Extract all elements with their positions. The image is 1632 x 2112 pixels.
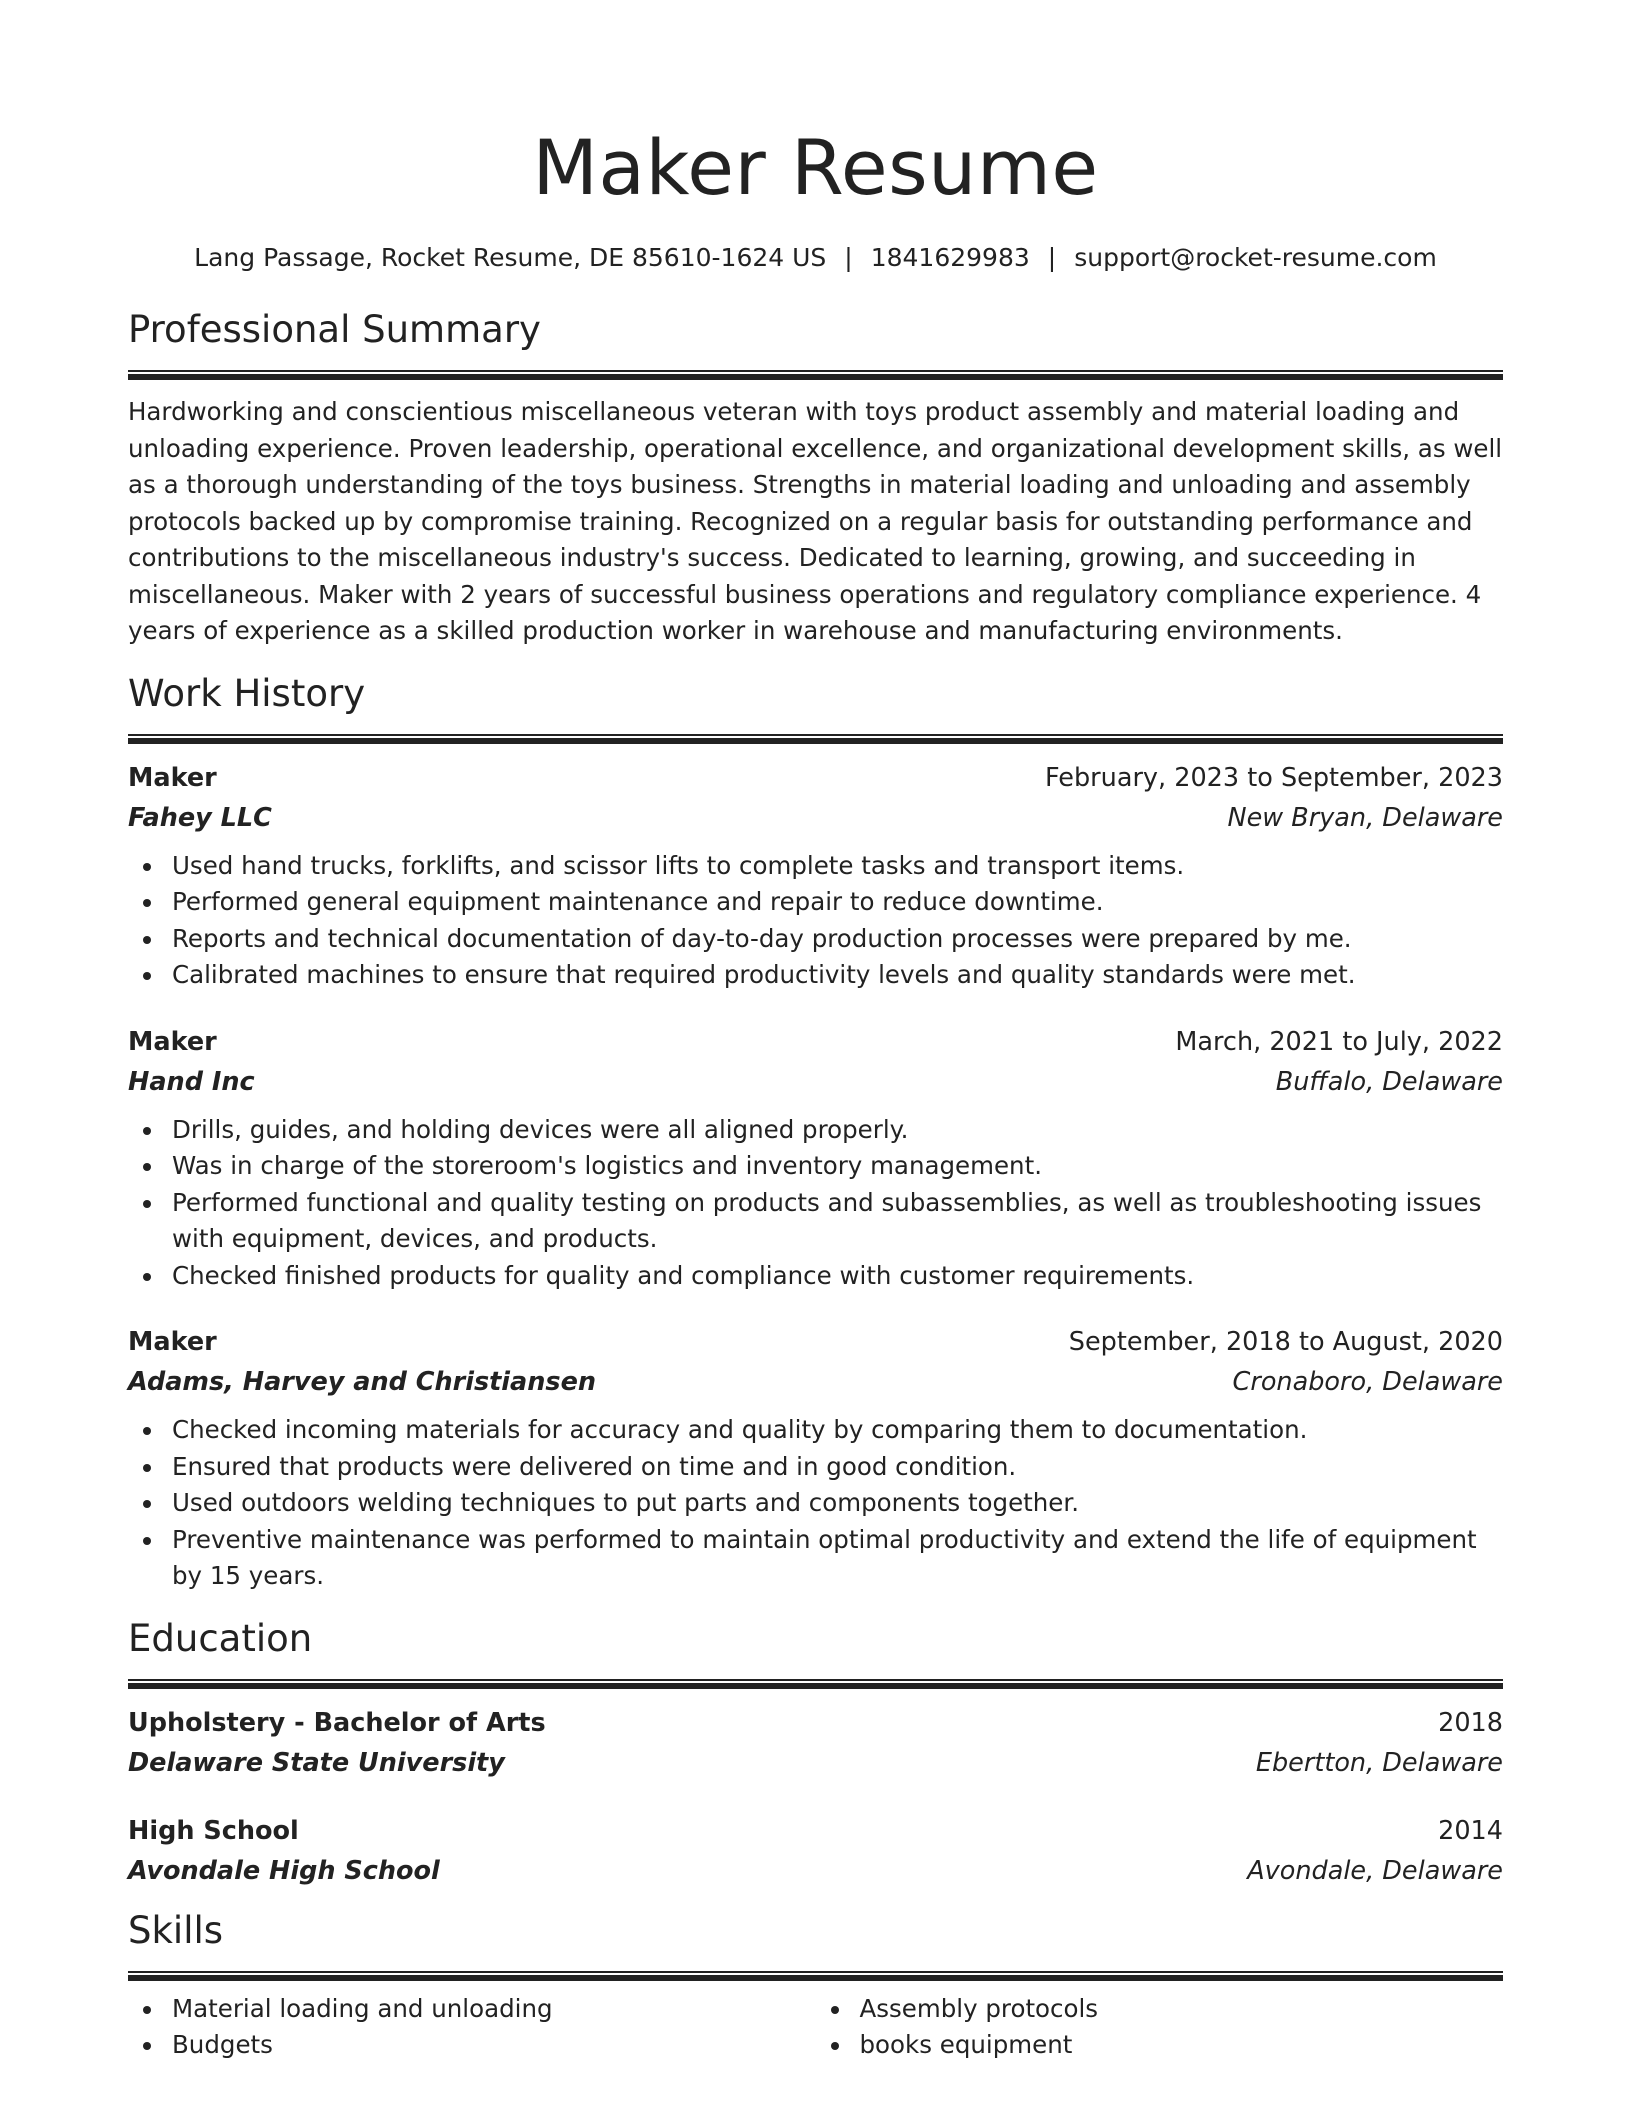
job-bullet: Performed functional and quality testing on products and subassemblies, as well as troubleshooting issues with equipment, devices, and products. [128, 1185, 1503, 1258]
section-heading-work-history: Work History [128, 671, 366, 715]
job-entry [128, 1322, 1503, 1595]
education-location: Avondale, Delaware [1247, 1855, 1503, 1886]
job-location: Buffalo, Delaware [1275, 1066, 1503, 1097]
job-dates: February, 2023 to September, 2023 [1045, 762, 1503, 793]
job-entry [128, 758, 1503, 994]
section-heading-summary: Professional Summary [128, 308, 541, 351]
job-bullet: Ensured that products were delivered on time and in good condition. [128, 1449, 1503, 1486]
job-dates: September, 2018 to August, 2020 [1068, 1327, 1503, 1357]
contact-address: Lang Passage, Rocket Resume, DE 85610-1624 US [194, 243, 827, 272]
work-history-section [128, 670, 1503, 1595]
skill-item: Material loading and unloading [128, 1991, 816, 2027]
job-bullet: Preventive maintenance was performed to maintain optimal productivity and extend the life of equipment by 15 years. [128, 1522, 1503, 1595]
skill-item: Assembly protocols [816, 1991, 1504, 2027]
section-divider [128, 1971, 1503, 1981]
job-title-row [128, 1022, 1503, 1062]
education-entry [128, 1703, 1503, 1783]
job-bullet: Used outdoors welding techniques to put parts and components together. [128, 1485, 1503, 1522]
contact-line [128, 240, 1503, 276]
education-section [128, 1615, 1503, 1891]
section-divider [128, 370, 1503, 380]
job-company: Hand Inc [128, 1066, 255, 1097]
education-school-row [128, 1743, 1503, 1783]
job-bullet: Performed general equipment maintenance and repair to reduce downtime. [128, 884, 1503, 921]
job-company: Adams, Harvey and Christiansen [128, 1367, 597, 1397]
job-location: Cronaboro, Delaware [1232, 1367, 1503, 1397]
education-school: Avondale High School [128, 1855, 440, 1886]
skills-section [128, 1907, 1503, 2063]
job-bullet: Drills, guides, and holding devices were all aligned properly. [128, 1112, 1503, 1149]
section-divider [128, 734, 1503, 744]
job-company-row [128, 798, 1503, 838]
section-divider [128, 1679, 1503, 1689]
job-title-row [128, 1322, 1503, 1362]
education-degree-row [128, 1811, 1503, 1851]
education-year: 2018 [1438, 1707, 1503, 1738]
contact-phone: 1841629983 [870, 243, 1030, 272]
job-bullet: Checked incoming materials for accuracy and quality by comparing them to documentation. [128, 1412, 1503, 1449]
job-company: Fahey LLC [128, 802, 272, 833]
education-school-row [128, 1851, 1503, 1891]
education-degree: Upholstery - Bachelor of Arts [128, 1707, 546, 1738]
job-company-row [128, 1062, 1503, 1102]
job-bullets [128, 848, 1503, 994]
education-year: 2014 [1438, 1815, 1503, 1846]
job-title: Maker [128, 1026, 217, 1057]
education-school: Delaware State University [128, 1747, 505, 1778]
job-title: Maker [128, 762, 217, 793]
education-location: Ebertton, Delaware [1255, 1747, 1503, 1778]
skills-columns [128, 1991, 1503, 2063]
summary-text: Hardworking and conscientious miscellaneous veteran with toys product assembly and material loading and unloading experience. Proven leadership, operational excellence, and organizational development skills, as well as a thorough understanding of the toys business. Strengths in material loading and unloading and assembly protocols backed up by compromise training. Recognized on a regular basis for outstanding performance and contributions to the miscellaneous industry's success. Dedicated to learning, growing, and succeeding in miscellaneous. Maker with 2 years of successful business operations and regulatory compliance experience. 4 years of experience as a skilled production worker in warehouse and manufacturing environments. [128, 397, 1503, 645]
job-company-row [128, 1362, 1503, 1402]
job-bullet: Was in charge of the storeroom's logistics and inventory management. [128, 1148, 1503, 1185]
job-location: New Bryan, Delaware [1227, 802, 1503, 833]
skill-item: books equipment [816, 2027, 1504, 2063]
education-degree-row [128, 1703, 1503, 1743]
job-bullet: Reports and technical documentation of day-to-day production processes were prepared by me. [128, 921, 1503, 958]
job-bullets [128, 1112, 1503, 1295]
contact-email: support@rocket-resume.com [1074, 243, 1437, 272]
job-bullets [128, 1412, 1503, 1595]
job-bullet: Used hand trucks, forklifts, and scissor lifts to complete tasks and transport items. [128, 848, 1503, 885]
skills-left-column [128, 1991, 816, 2063]
skills-right-column [816, 1991, 1504, 2063]
section-heading-education: Education [128, 1616, 313, 1660]
summary-section [128, 306, 1503, 650]
job-bullet: Checked finished products for quality and compliance with customer requirements. [128, 1258, 1503, 1295]
job-entry [128, 1022, 1503, 1295]
section-heading-skills: Skills [128, 1908, 224, 1952]
job-title: Maker [128, 1327, 217, 1357]
skill-item: Budgets [128, 2027, 816, 2063]
job-dates: March, 2021 to July, 2022 [1175, 1026, 1503, 1057]
education-degree: High School [128, 1815, 299, 1846]
education-entry [128, 1811, 1503, 1891]
job-bullet: Calibrated machines to ensure that required productivity levels and quality standards were met. [128, 957, 1503, 994]
job-title-row [128, 758, 1503, 798]
contact-separator: | [844, 243, 853, 272]
contact-separator: | [1047, 243, 1057, 272]
resume-name: Maker Resume [532, 123, 1099, 212]
